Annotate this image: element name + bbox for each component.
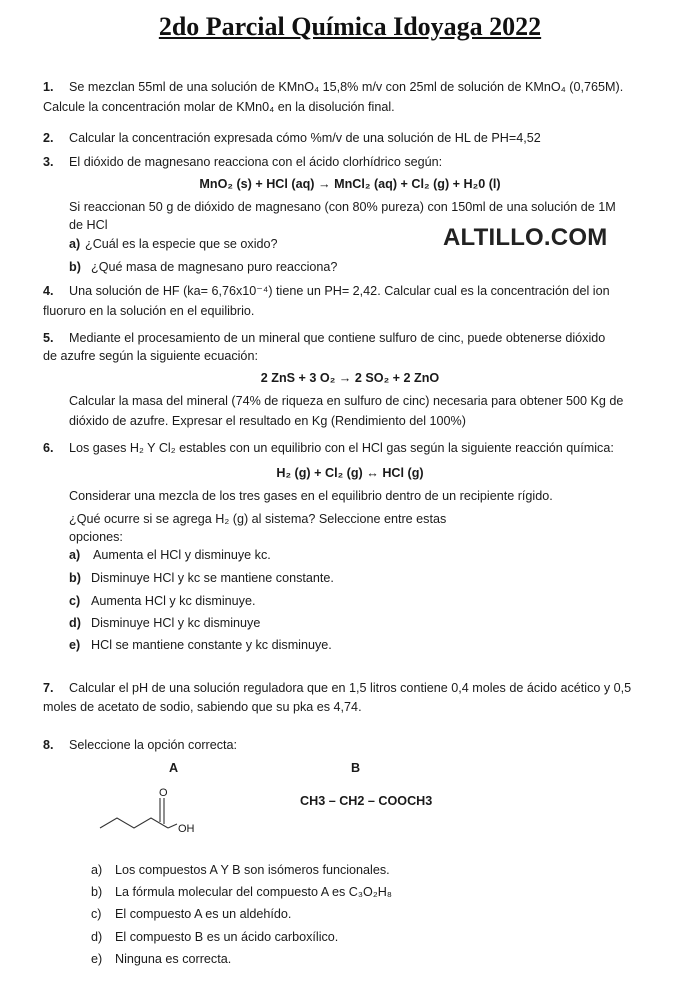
question-8-option-text: El compuesto A es un aldehído. bbox=[115, 907, 292, 921]
question-8-option-text: Ninguna es correcta. bbox=[115, 952, 232, 966]
question-3-a-label: a) bbox=[69, 237, 81, 251]
question-6-option-text: Disminuye HCl y kc disminuye bbox=[91, 616, 261, 630]
question-6-option-label: c) bbox=[69, 594, 81, 608]
question-6-option-text: HCl se mantiene constante y kc disminuye. bbox=[91, 638, 332, 652]
question-5-line-1: Mediante el procesamiento de un mineral que contiene sulfuro de cinc, puede obtenerse dióxido bbox=[69, 331, 606, 345]
question-2-number: 2. bbox=[43, 131, 54, 145]
question-8-option-label: b) bbox=[91, 885, 103, 899]
question-3-b-label: b) bbox=[69, 260, 81, 274]
question-6-option-label: a) bbox=[69, 548, 81, 562]
question-8-option-label: a) bbox=[91, 863, 103, 877]
question-6-line-2: ¿Qué ocurre si se agrega H₂ (g) al sistema? Seleccione entre estas bbox=[69, 512, 447, 526]
question-6-number: 6. bbox=[43, 441, 54, 455]
question-6-option-label: b) bbox=[69, 571, 81, 585]
hydroxyl-bond bbox=[168, 824, 177, 828]
question-1-number: 1. bbox=[43, 80, 54, 94]
question-7-line-1: Calcular el pH de una solución reguladora que en 1,5 litros contiene 0,4 moles de ácido acético y 0,5 bbox=[69, 681, 632, 695]
question-7-line-2: moles de acetato de sodio, sabiendo que su pka es 4,74. bbox=[43, 700, 362, 714]
question-5-line-4: dióxido de azufre. Expresar el resultado en Kg (Rendimiento del 100%) bbox=[69, 414, 466, 428]
question-5-line-2: de azufre según la siguiente ecuación: bbox=[43, 349, 258, 363]
question-4-line-1: Una solución de HF (ka= 6,76x10⁻⁴) tiene un PH= 2,42. Calcular cual es la concentración del ion bbox=[69, 284, 610, 298]
question-3-line-1: Si reaccionan 50 g de dióxido de magnesano (con 80% pureza) con 150ml de una solución de 1M bbox=[69, 200, 616, 214]
question-6-option-text: Disminuye HCl y kc se mantiene constante. bbox=[91, 571, 334, 585]
question-5-equation: 2 ZnS + 3 O₂ → 2 SO₂ + 2 ZnO bbox=[260, 371, 440, 385]
question-3-a-text: ¿Cuál es la especie que se oxido? bbox=[85, 237, 278, 251]
question-5-line-3: Calcular la masa del mineral (74% de riqueza en sulfuro de cinc) necesaria para obtener 500 Kg de bbox=[69, 394, 624, 408]
question-3-b-text: ¿Qué masa de magnesano puro reacciona? bbox=[91, 260, 338, 274]
question-6-line-1: Considerar una mezcla de los tres gases en el equilibrio dentro de un recipiente rígido. bbox=[69, 489, 553, 503]
question-2-text: Calcular la concentración expresada cómo %m/v de una solución de HL de PH=4,52 bbox=[69, 131, 541, 145]
carbon-chain-bond bbox=[100, 818, 168, 828]
question-8-option-text: Los compuestos A Y B son isómeros funcionales. bbox=[115, 863, 390, 877]
page-title: 2do Parcial Química Idoyaga 2022 bbox=[158, 12, 542, 41]
question-8-option-label: c) bbox=[91, 907, 102, 921]
question-7-number: 7. bbox=[43, 681, 54, 695]
compound-b-label: B bbox=[351, 761, 361, 775]
question-8-option-label: d) bbox=[91, 930, 103, 944]
question-6-option-label: e) bbox=[69, 638, 81, 652]
question-3-number: 3. bbox=[43, 155, 54, 169]
question-3-text: El dióxido de magnesano reacciona con el ácido clorhídrico según: bbox=[69, 155, 443, 169]
question-6-option-text: Aumenta el HCl y disminuye kc. bbox=[93, 548, 271, 562]
question-8-text: Seleccione la opción correcta: bbox=[69, 738, 238, 752]
watermark-altillo: ALTILLO.COM bbox=[443, 224, 608, 251]
question-5-number: 5. bbox=[43, 331, 54, 345]
compound-a-label: A bbox=[169, 761, 179, 775]
question-6-option-label: d) bbox=[69, 616, 81, 630]
compound-b-formula: CH3 – CH2 – COOCH3 bbox=[300, 794, 433, 808]
question-3-line-2: de HCl bbox=[69, 218, 108, 232]
question-1-line-2: Calcule la concentración molar de KMn0₄ en la disolución final. bbox=[43, 100, 395, 114]
question-4-line-2: fluoruro en la solución en el equilibrio. bbox=[43, 304, 255, 318]
hydroxyl-label: OH bbox=[178, 823, 195, 835]
question-8-option-text: El compuesto B es un ácido carboxílico. bbox=[115, 930, 339, 944]
question-8-option-text: La fórmula molecular del compuesto A es C₃O₂H₈ bbox=[115, 885, 393, 899]
question-6-equation: H₂ (g) + Cl₂ (g) ↔ HCl (g) bbox=[276, 466, 424, 480]
question-6-text: Los gases H₂ Y Cl₂ estables con un equilibrio con el HCl gas según la siguiente reacción química: bbox=[69, 441, 614, 455]
question-6-line-3: opciones: bbox=[69, 530, 123, 544]
question-8-number: 8. bbox=[43, 738, 54, 752]
question-3-equation: MnO₂ (s) + HCl (aq) → MnCl₂ (aq) + Cl₂ (g) + H₂0 (l) bbox=[199, 177, 501, 191]
question-8-option-label: e) bbox=[91, 952, 103, 966]
question-1-line-1: Se mezclan 55ml de una solución de KMnO₄ 15,8% m/v con 25ml de solución de KMnO₄ (0,765M). bbox=[69, 80, 624, 94]
question-4-number: 4. bbox=[43, 284, 54, 298]
carbonyl-oxygen-label: O bbox=[159, 787, 168, 799]
question-6-option-text: Aumenta HCl y kc disminuye. bbox=[91, 594, 256, 608]
